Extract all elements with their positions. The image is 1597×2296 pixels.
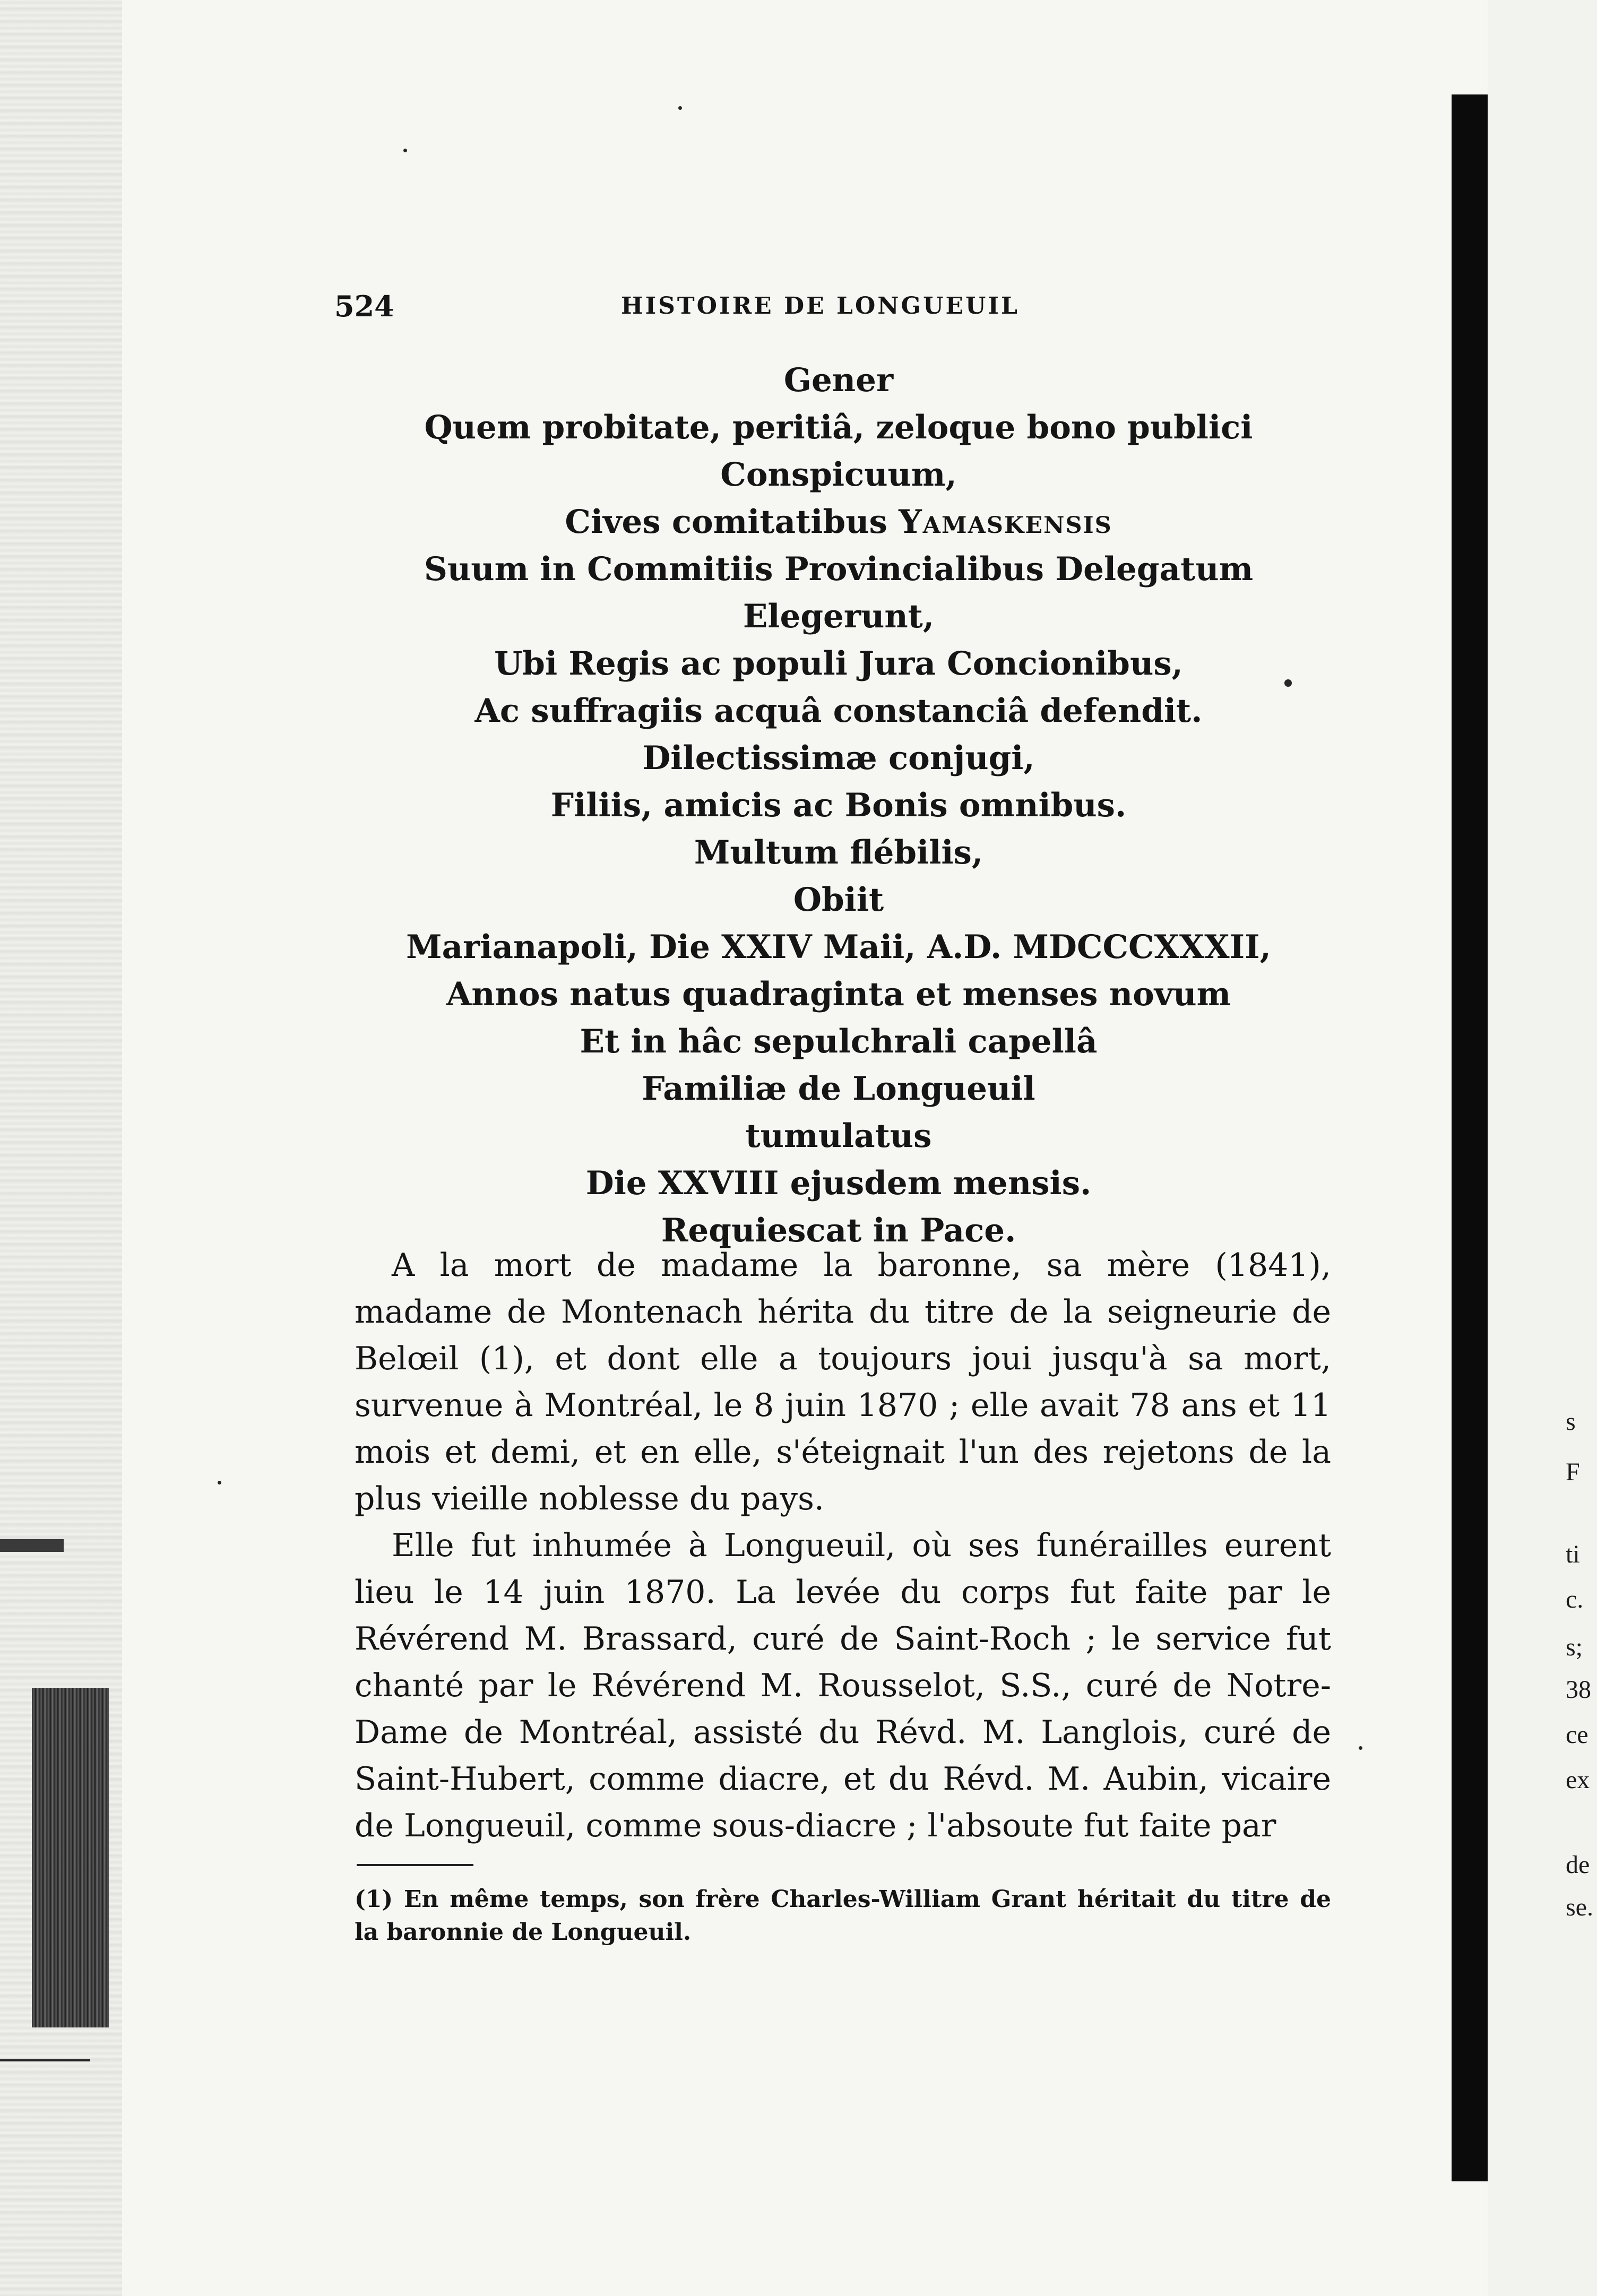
body-text [355,1242,1331,1849]
epitaph-line: Et in hâc sepulchrali capellâ [580,1023,1098,1060]
epitaph-line: Annos natus quadraginta et menses novum [446,976,1231,1013]
scan-speck [218,1481,221,1484]
epitaph-line: Quem probitate, peritiâ, zeloque bono publici [424,409,1253,446]
page-header [334,289,1343,326]
neighbor-fragment: ex [1566,1766,1590,1794]
neighbor-fragment: ce [1566,1721,1589,1749]
epitaph-inscription [340,357,1337,1254]
scan-speck [403,149,407,152]
epitaph-line: Ac suffragiis acquâ constanciâ defendit. [474,692,1203,730]
footnote: (1) En même temps, son frère Charles-William Grant héritait du titre de la baronnie de Longueuil. [355,1886,1331,1946]
epitaph-line [340,498,1337,546]
neighbor-fragment: s [1566,1408,1576,1436]
epitaph-line: Die XXVIII ejusdem mensis. [585,1164,1092,1202]
body-paragraph: Elle fut inhumée à Longueuil, où ses funérailles eurent lieu le 14 juin 1870. La levée du corps fut faite par le Révérend M. Brassard, curé de Saint-Roch ; le service fut chanté par le Révérend M. Rousselot, S.S., curé de Notre-Dame de Montréal, assisté du Révd. M. Langlois, curé de Saint-Hubert, comme diacre, et du Révd. M. Aubin, vicaire de Longueuil, comme sous-diacre ; l'absoute fut faite par [355,1527,1331,1844]
neighbor-fragment: s; [1566,1633,1583,1661]
neighbor-fragment: se. [1566,1893,1593,1921]
neighbor-fragment: F [1566,1458,1580,1486]
epitaph-line: Filiis, amicis ac Bonis omnibus. [550,787,1127,824]
epitaph-line: Conspicuum, [720,456,957,494]
epitaph-line: Ubi Regis ac populi Jura Concionibus, [494,645,1183,683]
running-head: HISTOIRE DE LONGUEUIL [621,292,1020,320]
epitaph-line-text: Cives comitatibus [565,503,887,541]
page-gutter-shadow [1452,94,1488,2181]
neighbor-fragment: 38 [1566,1676,1591,1704]
neighbor-fragment: de [1566,1851,1590,1879]
smallcaps-word: Yamaskensis [899,503,1112,541]
body-paragraph: A la mort de madame la baronne, sa mère (1841), madame de Montenach hérita du titre de la seigneurie de Belœil (1), et dont elle a toujours joui jusqu'à sa mort, survenue à Montréal, le 8 juin 1870 ; elle avait 78 ans et 11 mois et demi, et en elle, s'éteignait l'un des rejetons de la plus vieille noblesse du pays. [355,1247,1331,1517]
scan-binding-artifact [32,1688,109,2027]
neighbor-page [1488,0,1597,2296]
epitaph-line: Suum in Commitiis Provincialibus Delegatum [424,550,1254,588]
epitaph-line: Multum flébilis, [694,834,983,871]
scan-speck [1359,1746,1362,1750]
epitaph-line: Gener [783,361,894,399]
epitaph-line: tumulatus [745,1117,932,1155]
scan-speck [678,106,682,110]
neighbor-fragment: ti [1566,1540,1580,1568]
epitaph-line: Requiescat in Pace. [661,1212,1016,1249]
footnote-rule [357,1864,473,1866]
scan-artifact-line [0,2059,90,2061]
epitaph-line: Obiit [793,881,884,919]
epitaph-line: Dilectissimæ conjugi, [642,739,1035,777]
scan-artifact [0,1539,64,1552]
page-number: 524 [334,289,394,323]
epitaph-line: Elegerunt, [743,598,935,635]
epitaph-line: Familiæ de Longueuil [642,1070,1035,1108]
neighbor-fragment: c. [1566,1585,1584,1613]
epitaph-line: Marianapoli, Die XXIV Maii, A.D. MDCCCXXXII, [406,928,1271,966]
